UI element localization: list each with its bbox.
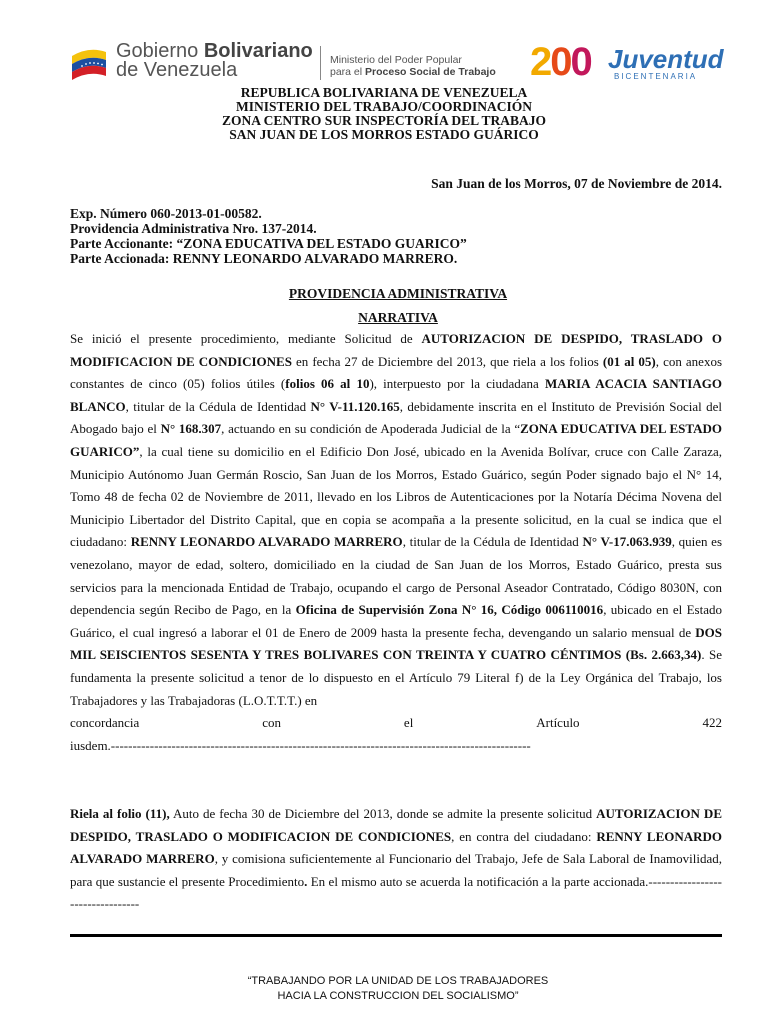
narrative-paragraph-1: Se inició el presente procedimiento, mediante Solicitud de AUTORIZACION DE DESPIDO, TRASLADO O MODIFICACION DE CONDICIONES en fecha 27 de Diciembre del 2013, que riela a los folios (01 al 05), con anexos constantes de cinco (05) folios útiles (folios 06 al 10), interpuesto por la ciudadana MARIA ACACIA SANTIAGO BLANCO, titular de la Cédula de Identidad N° V-11.120.165, debidamente inscrita en el Instituto de Previsión Social del Abogado bajo el N° 168.307, actuando en su condición de Apoderada Judicial de la “ZONA EDUCATIVA DEL ESTADO GUARICO”, la cual tiene su domicilio en el Edificio Don José, ubicado en la Avenida Bolívar, cruce con Calle Zaraza, Municipio Autónomo Juan Germán Roscio, San Juan de los Morros, Estado Guárico, según Poder signado bajo el N° 14, Tomo 48 de fecha 02 de Noviembre de 2011, llevado en los Libros de Autenticaciones por la Notaría Décima Novena del Municipio Libertador del Distrito Capital, que en copia se acompaña a la presente solicitud, en la cual se indica que el ciudadano: RENNY LEONARDO ALVARADO MARRERO, titular de la Cédula de Identidad N° V-17.063.939, quien es venezolano, mayor de edad, soltero, domiciliado en la ciudad de San Juan de los Morros, Estado Guárico, presta sus servicios para la mencionada Entidad de Trabajo, ocupando el cargo de Personal Aseador Contratado, Código 8030N, con dependencia según Recibo de Pago, en la Oficina de Supervisión Zona N° 16, Código 006110016, ubicado en el Estado Guárico, el cual ingresó a laborar el 01 de Enero de 2009 hasta la presente fecha, devengando un salario mensual de DOS MIL SEISCIENTOS SESENTA Y TRES BOLIVARES CON TREINTA Y CUATRO CÉNTIMOS (Bs. 2.663,34). Se fundamenta la presente solicitud a tenor de lo dispuesto en el Artículo 79 Literal f) de la Ley Orgánica del Trabajo, los Trabajadores y las Trabajadoras (L.O.T.T.T.) en concordancia con el Artículo 422 iusdem.------------------------------------------------------------------------------------------------- — [70, 328, 722, 757]
providencia-number: Providencia Administrativa Nro. 137-2014. — [70, 221, 317, 236]
case-metadata — [70, 206, 467, 266]
justified-line: concordancia con el Artículo 422 — [70, 715, 722, 731]
ministry-logo-text — [330, 54, 496, 78]
gov-name-bold: Bolivariano — [203, 40, 313, 62]
place-and-date: San Juan de los Morros, 07 de Noviembre de 2014. — [431, 176, 722, 191]
logo-divider — [320, 46, 321, 80]
narrative-paragraph-2: Riela al folio (11), Auto de fecha 30 de Diciembre del 2013, donde se admite la presente solicitud AUTORIZACION DE DESPIDO, TRASLADO O MODIFICACION DE CONDICIONES, en contra del ciudadano: RENNY LEONARDO ALVARADO MARRERO, y comisiona suficientemente al Funcionario del Trabajo, Jefe de Sala Laboral de Inamovilidad, para que sustancie el presente Procedimiento. En el mismo auto se acuerda la notificación a la parte accionada.--------------------------------- — [70, 806, 723, 912]
heading-line-2: MINISTERIO DEL TRABAJO/COORDINACIÓN — [235, 99, 533, 114]
parte-accionada: Parte Accionada: RENNY LEONARDO ALVARADO MARRERO. — [70, 251, 458, 266]
ministry-line-1: Ministerio del Poder Popular — [330, 54, 462, 66]
expediente-number: Exp. Número 060-2013-01-00582. — [70, 206, 262, 221]
ministry-line-2-normal: para el — [330, 66, 366, 78]
ministry-line-2-bold: Proceso Social de Trabajo — [365, 66, 496, 78]
narrativa-title: NARRATIVA — [358, 310, 438, 325]
juventud-word: Juventud — [608, 44, 724, 74]
heading-line-3: ZONA CENTRO SUR INSPECTORÍA DEL TRABAJO — [222, 113, 546, 128]
heading-line-4: SAN JUAN DE LOS MORROS ESTADO GUÁRICO — [229, 127, 539, 142]
gov-country: de Venezuela — [116, 59, 238, 81]
footer-slogan — [0, 974, 768, 1004]
juventud-bicentenaria-logo — [530, 40, 730, 86]
document-type-title: PROVIDENCIA ADMINISTRATIVA — [288, 286, 508, 301]
heading-line-1: REPUBLICA BOLIVARIANA DE VENEZUELA — [240, 85, 528, 100]
government-logo-text — [116, 42, 313, 80]
gov-name-normal: Gobierno — [116, 40, 204, 62]
venezuela-flag-icon — [70, 44, 108, 80]
footer-line-2: HACIA LA CONSTRUCCION DEL SOCIALISMO” — [277, 990, 519, 1002]
bicentennial-200-mark: 200 — [530, 40, 591, 84]
footer-rule — [70, 934, 722, 937]
juventud-subtitle: BICENTENARIA — [614, 72, 698, 81]
footer-line-1: “TRABAJANDO POR LA UNIDAD DE LOS TRABAJADORES — [247, 975, 549, 987]
logo-bar — [68, 40, 728, 86]
paragraph-1-tail: iusdem.------------------------------------------------------------------------------------------------- — [70, 737, 531, 753]
parte-accionante: Parte Accionante: “ZONA EDUCATIVA DEL ESTADO GUARICO” — [70, 236, 467, 251]
